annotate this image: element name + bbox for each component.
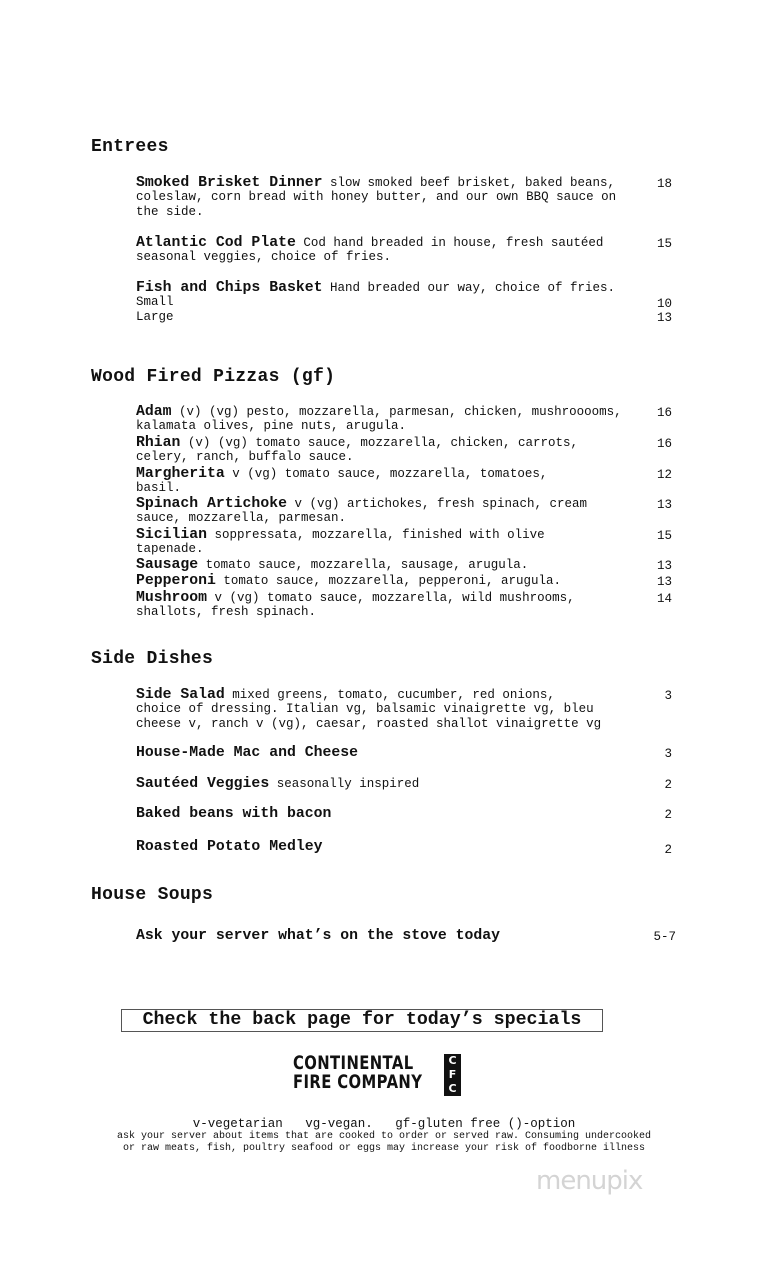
- item-description: Hand breaded our way, choice of fries. Small Large: [136, 281, 616, 324]
- menu-item: [136, 281, 646, 324]
- logo-badge-letter: C: [448, 1082, 457, 1095]
- section-title-soups: House Soups: [91, 885, 214, 905]
- menu-item: [136, 807, 646, 821]
- menu-item: [136, 436, 646, 465]
- logo-badge-letter: F: [448, 1068, 457, 1081]
- item-price: 2: [664, 808, 672, 822]
- menu-item: [136, 574, 646, 588]
- item-description: tomato sauce, mozzarella, pepperoni, arugula.: [215, 574, 561, 588]
- logo-badge: [444, 1054, 461, 1096]
- menu-item: [136, 236, 646, 265]
- section-title-pizzas: Wood Fired Pizzas (gf): [91, 367, 336, 387]
- item-price: 12: [656, 468, 672, 482]
- menu-item: [136, 591, 646, 620]
- item-name: Sautéed Veggies: [136, 776, 270, 792]
- dietary-legend: v-vegetarian vg-vegan. gf-gluten free ()-option: [192, 1117, 576, 1131]
- item-name: Ask your server what’s on the stove today: [136, 928, 501, 944]
- item-description: tomato sauce, mozzarella, sausage, arugula.: [198, 558, 529, 572]
- item-price: 15: [656, 529, 672, 543]
- item-price: 3: [664, 747, 672, 761]
- item-name: Side Salad: [136, 687, 225, 703]
- item-name: Roasted Potato Medley: [136, 839, 323, 855]
- item-price: 13: [656, 575, 672, 589]
- logo-badge-letter: C: [448, 1054, 457, 1067]
- item-name: Spinach Artichoke: [136, 496, 287, 512]
- menu-item: [136, 558, 646, 572]
- menu-item: [136, 746, 646, 760]
- item-name: Baked beans with bacon: [136, 806, 332, 822]
- logo-line1: CONTINENTAL: [293, 1052, 414, 1074]
- item-name: Rhian: [136, 435, 181, 451]
- item-name: Margherita: [136, 466, 225, 482]
- item-description: (v) (vg) tomato sauce, mozzarella, chicken, carrots, celery, ranch, buffalo sauce.: [136, 436, 578, 465]
- item-description: (v) (vg) pesto, mozzarella, parmesan, chicken, mushrooooms, kalamata olives, pine nuts, arugula.: [136, 405, 622, 434]
- item-name: Adam: [136, 404, 172, 420]
- item-description: slow smoked beef brisket, baked beans, coleslaw, corn bread with honey butter, and our own BBQ sauce on the side.: [136, 176, 617, 219]
- item-name: Atlantic Cod Plate: [136, 235, 296, 251]
- section-title-sides: Side Dishes: [91, 649, 214, 669]
- watermark: menupix: [536, 1166, 643, 1196]
- logo: [293, 1052, 478, 1095]
- item-price: 15: [656, 237, 672, 251]
- item-description: seasonally inspired: [269, 777, 420, 791]
- menu-item: [136, 405, 646, 434]
- item-description: v (vg) artichokes, fresh spinach, cream sauce, mozzarella, parmesan.: [136, 497, 588, 526]
- menu-item: [136, 929, 646, 943]
- item-name: Fish and Chips Basket: [136, 280, 323, 296]
- item-price: 3: [664, 689, 672, 703]
- item-price: 16: [656, 437, 672, 451]
- item-name: House-Made Mac and Cheese: [136, 745, 358, 761]
- item-price: 13: [656, 559, 672, 573]
- item-description: mixed greens, tomato, cucumber, red onions, choice of dressing. Italian vg, balsamic vinaigrette vg, bleu cheese v, ranch v (vg), caesar, roasted shallot vinaigrette vg: [136, 688, 602, 731]
- item-price: 10 13: [656, 297, 672, 326]
- item-price: 2: [664, 843, 672, 857]
- logo-line2: FIRE COMPANY: [293, 1071, 423, 1093]
- item-price: 2: [664, 778, 672, 792]
- menu-item: [136, 176, 646, 219]
- item-name: Pepperoni: [136, 573, 216, 589]
- item-name: Smoked Brisket Dinner: [136, 175, 323, 191]
- menu-item: [136, 840, 646, 854]
- item-description: v (vg) tomato sauce, mozzarella, tomatoes, basil.: [136, 467, 548, 496]
- item-price: 18: [656, 177, 672, 191]
- item-name: Mushroom: [136, 590, 208, 606]
- section-title-entrees: Entrees: [91, 137, 169, 157]
- menu-item: [136, 497, 646, 526]
- food-safety-disclaimer: ask your server about items that are cooked to order or served raw. Consuming undercooked or raw meats, fish, poultry seafood or eggs may increase your risk of foodborne illness: [116, 1131, 652, 1154]
- item-price: 5-7: [653, 930, 676, 944]
- item-price: 16: [656, 406, 672, 420]
- item-description: soppressata, mozzarella, finished with olive tapenade.: [136, 528, 545, 557]
- menu-item: [136, 688, 646, 731]
- item-price: 13: [656, 498, 672, 512]
- item-price: 14: [656, 592, 672, 606]
- item-name: Sausage: [136, 557, 199, 573]
- menu-item: [136, 467, 646, 496]
- menu-item: [136, 777, 646, 791]
- menu-item: [136, 528, 646, 557]
- item-name: Sicilian: [136, 527, 208, 543]
- item-description: Cod hand breaded in house, fresh sautéed seasonal veggies, choice of fries.: [136, 236, 604, 265]
- specials-note: Check the back page for today’s specials: [121, 1009, 603, 1032]
- item-description: v (vg) tomato sauce, mozzarella, wild mushrooms, shallots, fresh spinach.: [136, 591, 575, 620]
